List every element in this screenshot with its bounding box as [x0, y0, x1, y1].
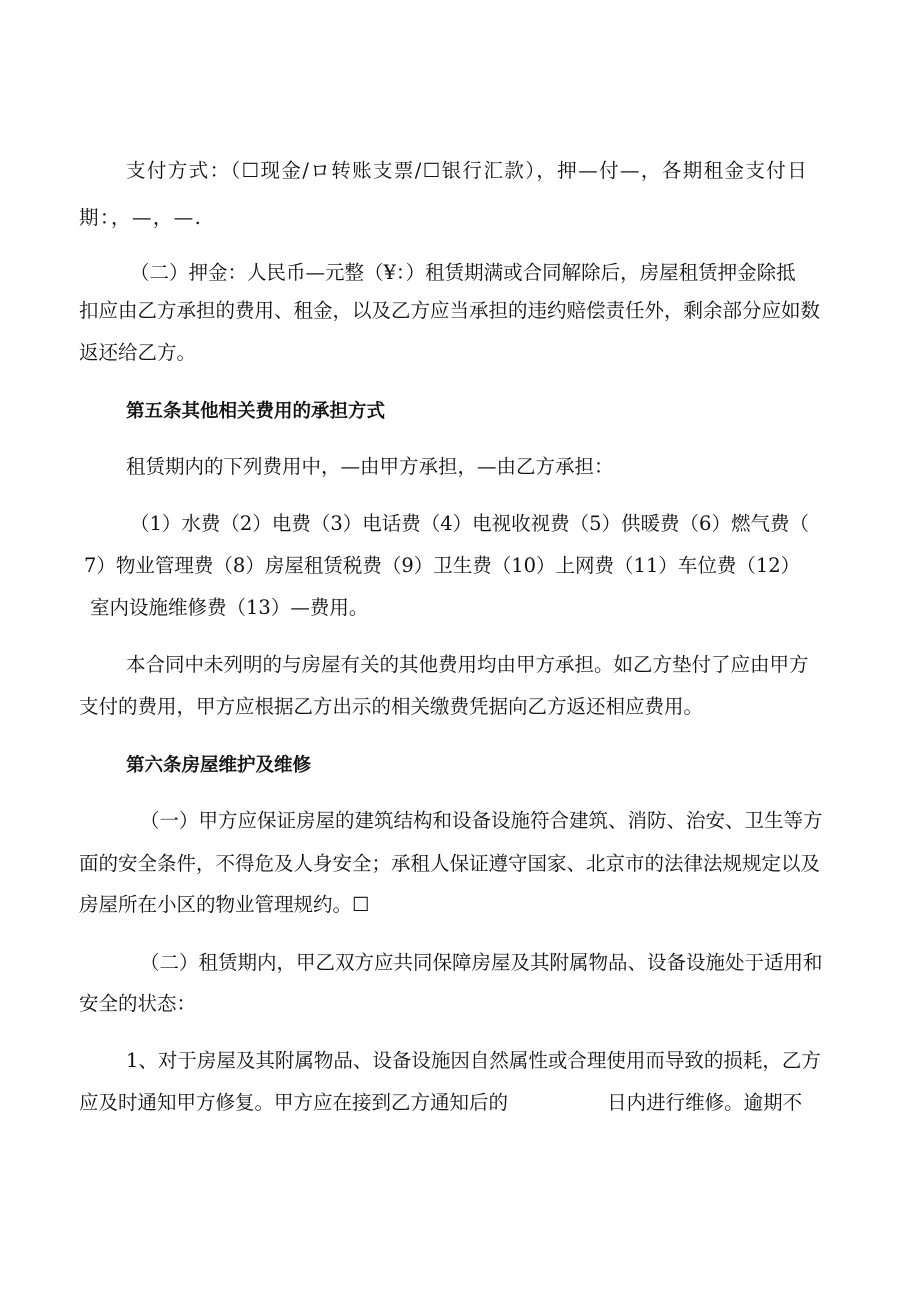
paragraph-line: 面的安全条件，不得危及人身安全；承租人保证遵守国家、北京市的法律法规规定以及	[79, 852, 821, 875]
paragraph-line: 支付的费用，甲方应根据乙方出示的相关缴费凭据向乙方返还相应费用。	[79, 695, 704, 718]
paragraph-line: 租赁期内的下列费用中，—由甲方承担，—由乙方承担：	[126, 455, 614, 478]
paragraph-line: 本合同中未列明的与房屋有关的其他费用均由甲方承担。如乙方垫付了应由甲方	[126, 653, 809, 676]
paragraph-line: 安全的状态：	[79, 992, 197, 1015]
paragraph-line: （1）水费（2）电费（3）电话费（4）电视收视费（5）供暖费（6）燃气费（	[130, 512, 809, 535]
paragraph-line: 1、对于房屋及其附属物品、设备设施因自然属性或合理使用而导致的损耗，乙方	[126, 1049, 821, 1072]
paragraph-line: 室内设施维修费（13）—费用。	[90, 596, 369, 619]
paragraph-line: （二）押金：人民币—元整（¥：）租赁期满或合同解除后，房屋租赁押金除抵	[130, 261, 796, 284]
paragraph-line: （一）甲方应保证房屋的建筑结构和设备设施符合建筑、消防、治安、卫生等方	[140, 809, 823, 832]
paragraph-line: 应及时通知甲方修复。甲方应在接到乙方通知后的 日内进行维修。逾期不	[79, 1091, 803, 1114]
section-heading: 第五条其他相关费用的承担方式	[126, 401, 386, 422]
paragraph-line: 7）物业管理费（8）房屋租赁税费（9）卫生费（10）上网费（11）车位费（12）	[84, 554, 801, 577]
paragraph-line: 支付方式：（☐现金/ロ转账支票/☐银行汇款），押—付—，各期租金支付日	[126, 159, 809, 182]
paragraph-line: （二）租赁期内，甲乙双方应共同保障房屋及其附属物品、设备设施处于适用和	[140, 951, 823, 974]
paragraph-line: 返还给乙方。	[79, 341, 197, 364]
paragraph-line: 扣应由乙方承担的费用、租金，以及乙方应当承担的违约赔偿责任外，剩余部分应如数	[79, 299, 821, 322]
paragraph-line: 期：，—，—.	[79, 206, 203, 229]
paragraph-line: 房屋所在小区的物业管理规约。☐	[79, 893, 370, 916]
section-heading: 第六条房屋维护及维修	[126, 755, 312, 776]
